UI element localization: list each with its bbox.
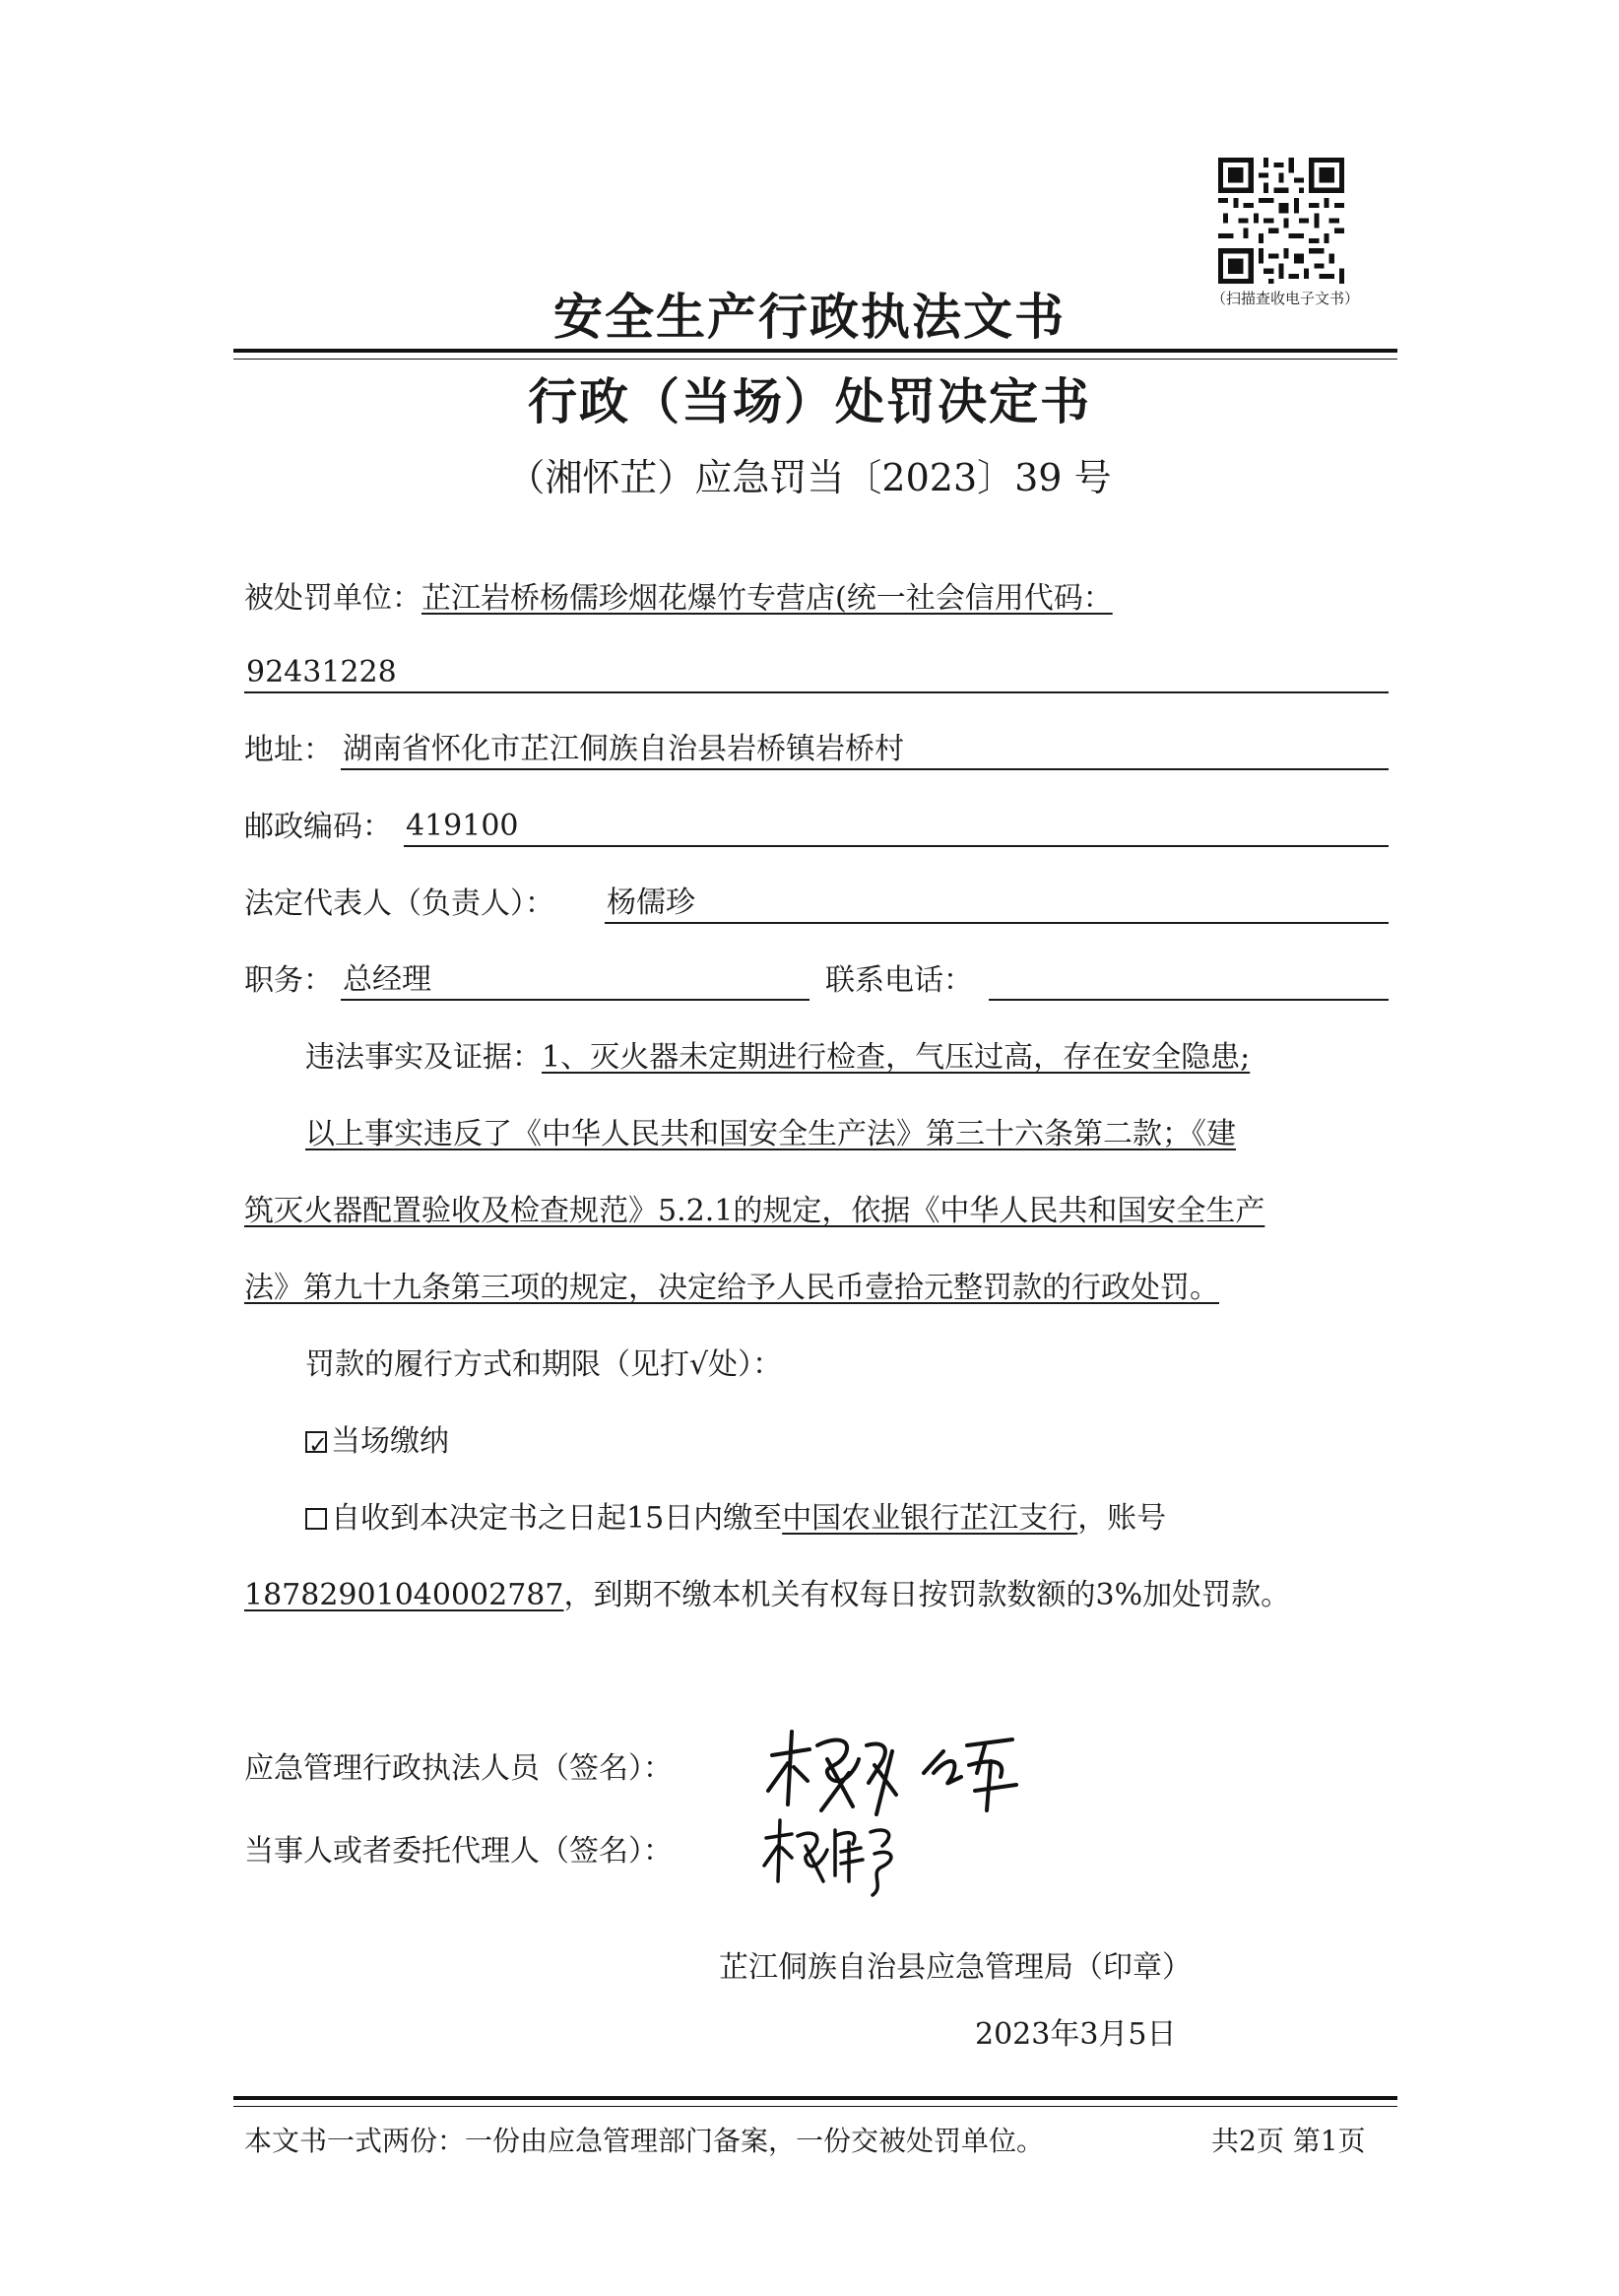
header-rule-thick <box>233 349 1397 353</box>
payment-option-bank <box>305 1499 1448 1539</box>
document-number: （湘怀芷）应急罚当〔2023〕39 号 <box>507 456 1112 499</box>
penalized-unit-row <box>244 579 1387 619</box>
violation-fact-1: 1、灭火器未定期进行检查，气压过高，存在安全隐患; <box>542 1040 1251 1075</box>
payment-heading: 罚款的履行方式和期限（见打√处）： <box>305 1347 783 1382</box>
phone-label: 联系电话： <box>825 963 973 998</box>
credit-code-field <box>244 654 1389 693</box>
position-label: 职务： <box>244 963 333 998</box>
violation-label: 违法事实及证据： <box>305 1040 542 1075</box>
violation-line-1 <box>305 1038 1389 1078</box>
postcode-field <box>404 808 1389 847</box>
address-field <box>341 731 1389 770</box>
document-title: 行政（当场）处罚决定书 <box>528 372 1091 430</box>
payment-account-number: 18782901040002787 <box>244 1578 564 1612</box>
footer-rule-thin <box>233 2106 1397 2107</box>
payment-account-line <box>244 1576 1387 1615</box>
party-signature-image <box>758 1803 906 1901</box>
violation-line-4: 法》第九十九条第三项的规定，决定给予人民币壹拾元整罚款的行政处罚。 <box>244 1271 1219 1305</box>
payment-bank-name: 中国农业银行芷江支行 <box>782 1501 1078 1536</box>
header-rule-thin <box>233 359 1397 360</box>
issuing-authority: 芷江侗族自治县应急管理局（印章） <box>719 1950 1192 1985</box>
penalized-unit-label: 被处罚单位： <box>244 581 421 616</box>
postcode-label: 邮政编码： <box>244 810 392 844</box>
legal-rep-value: 杨儒珍 <box>607 886 695 920</box>
phone-field <box>989 961 1389 1001</box>
credit-code-value: 92431228 <box>246 655 397 689</box>
position-value: 总经理 <box>343 962 431 997</box>
document-series-title: 安全生产行政执法文书 <box>553 288 1066 346</box>
violation-line-2: 以上事实违反了《中华人民共和国安全生产法》第三十六条第二款；《建 <box>305 1117 1236 1151</box>
payment-option-bank-prefix: 自收到本决定书之日起15日内缴至 <box>331 1501 783 1536</box>
position-field <box>341 961 810 1001</box>
payment-option-onsite <box>305 1422 1448 1462</box>
payment-account-suffix: ，到期不缴本机关有权每日按罚款数额的3%加处罚款。 <box>563 1578 1291 1612</box>
address-value: 湖南省怀化市芷江侗族自治县岩桥镇岩桥村 <box>343 732 904 766</box>
violation-line-3: 筑灭火器配置验收及检查规范》5.2.1的规定，依据《中华人民共和国安全生产 <box>244 1194 1265 1228</box>
checkbox-unchecked-icon[interactable] <box>305 1508 327 1530</box>
payment-account-label: ，账号 <box>1077 1501 1167 1536</box>
address-label: 地址： <box>244 733 333 767</box>
party-signature-label: 当事人或者委托代理人（签名）： <box>244 1834 673 1869</box>
legal-rep-label: 法定代表人（负责人）： <box>244 886 554 921</box>
qr-caption: （扫描查收电子文书） <box>1210 290 1359 307</box>
checkbox-checked-icon[interactable] <box>305 1431 327 1453</box>
footer-note: 本文书一式两份：一份由应急管理部门备案，一份交被处罚单位。 <box>244 2125 1045 2157</box>
footer-rule-thick <box>233 2096 1397 2100</box>
postcode-value: 419100 <box>406 809 519 843</box>
issue-date: 2023年3月5日 <box>975 2017 1177 2052</box>
qr-code-icon <box>1218 158 1344 284</box>
penalized-unit-value: 芷江岩桥杨儒珍烟花爆竹专营店(统一社会信用代码： <box>421 581 1113 616</box>
legal-rep-field <box>605 885 1389 924</box>
payment-option-onsite-label: 当场缴纳 <box>331 1424 449 1459</box>
phone-label-wrap <box>825 961 1003 1001</box>
officer-signature-label: 应急管理行政执法人员（签名）： <box>244 1751 673 1786</box>
page-indicator: 共2页 第1页 <box>1211 2125 1366 2157</box>
